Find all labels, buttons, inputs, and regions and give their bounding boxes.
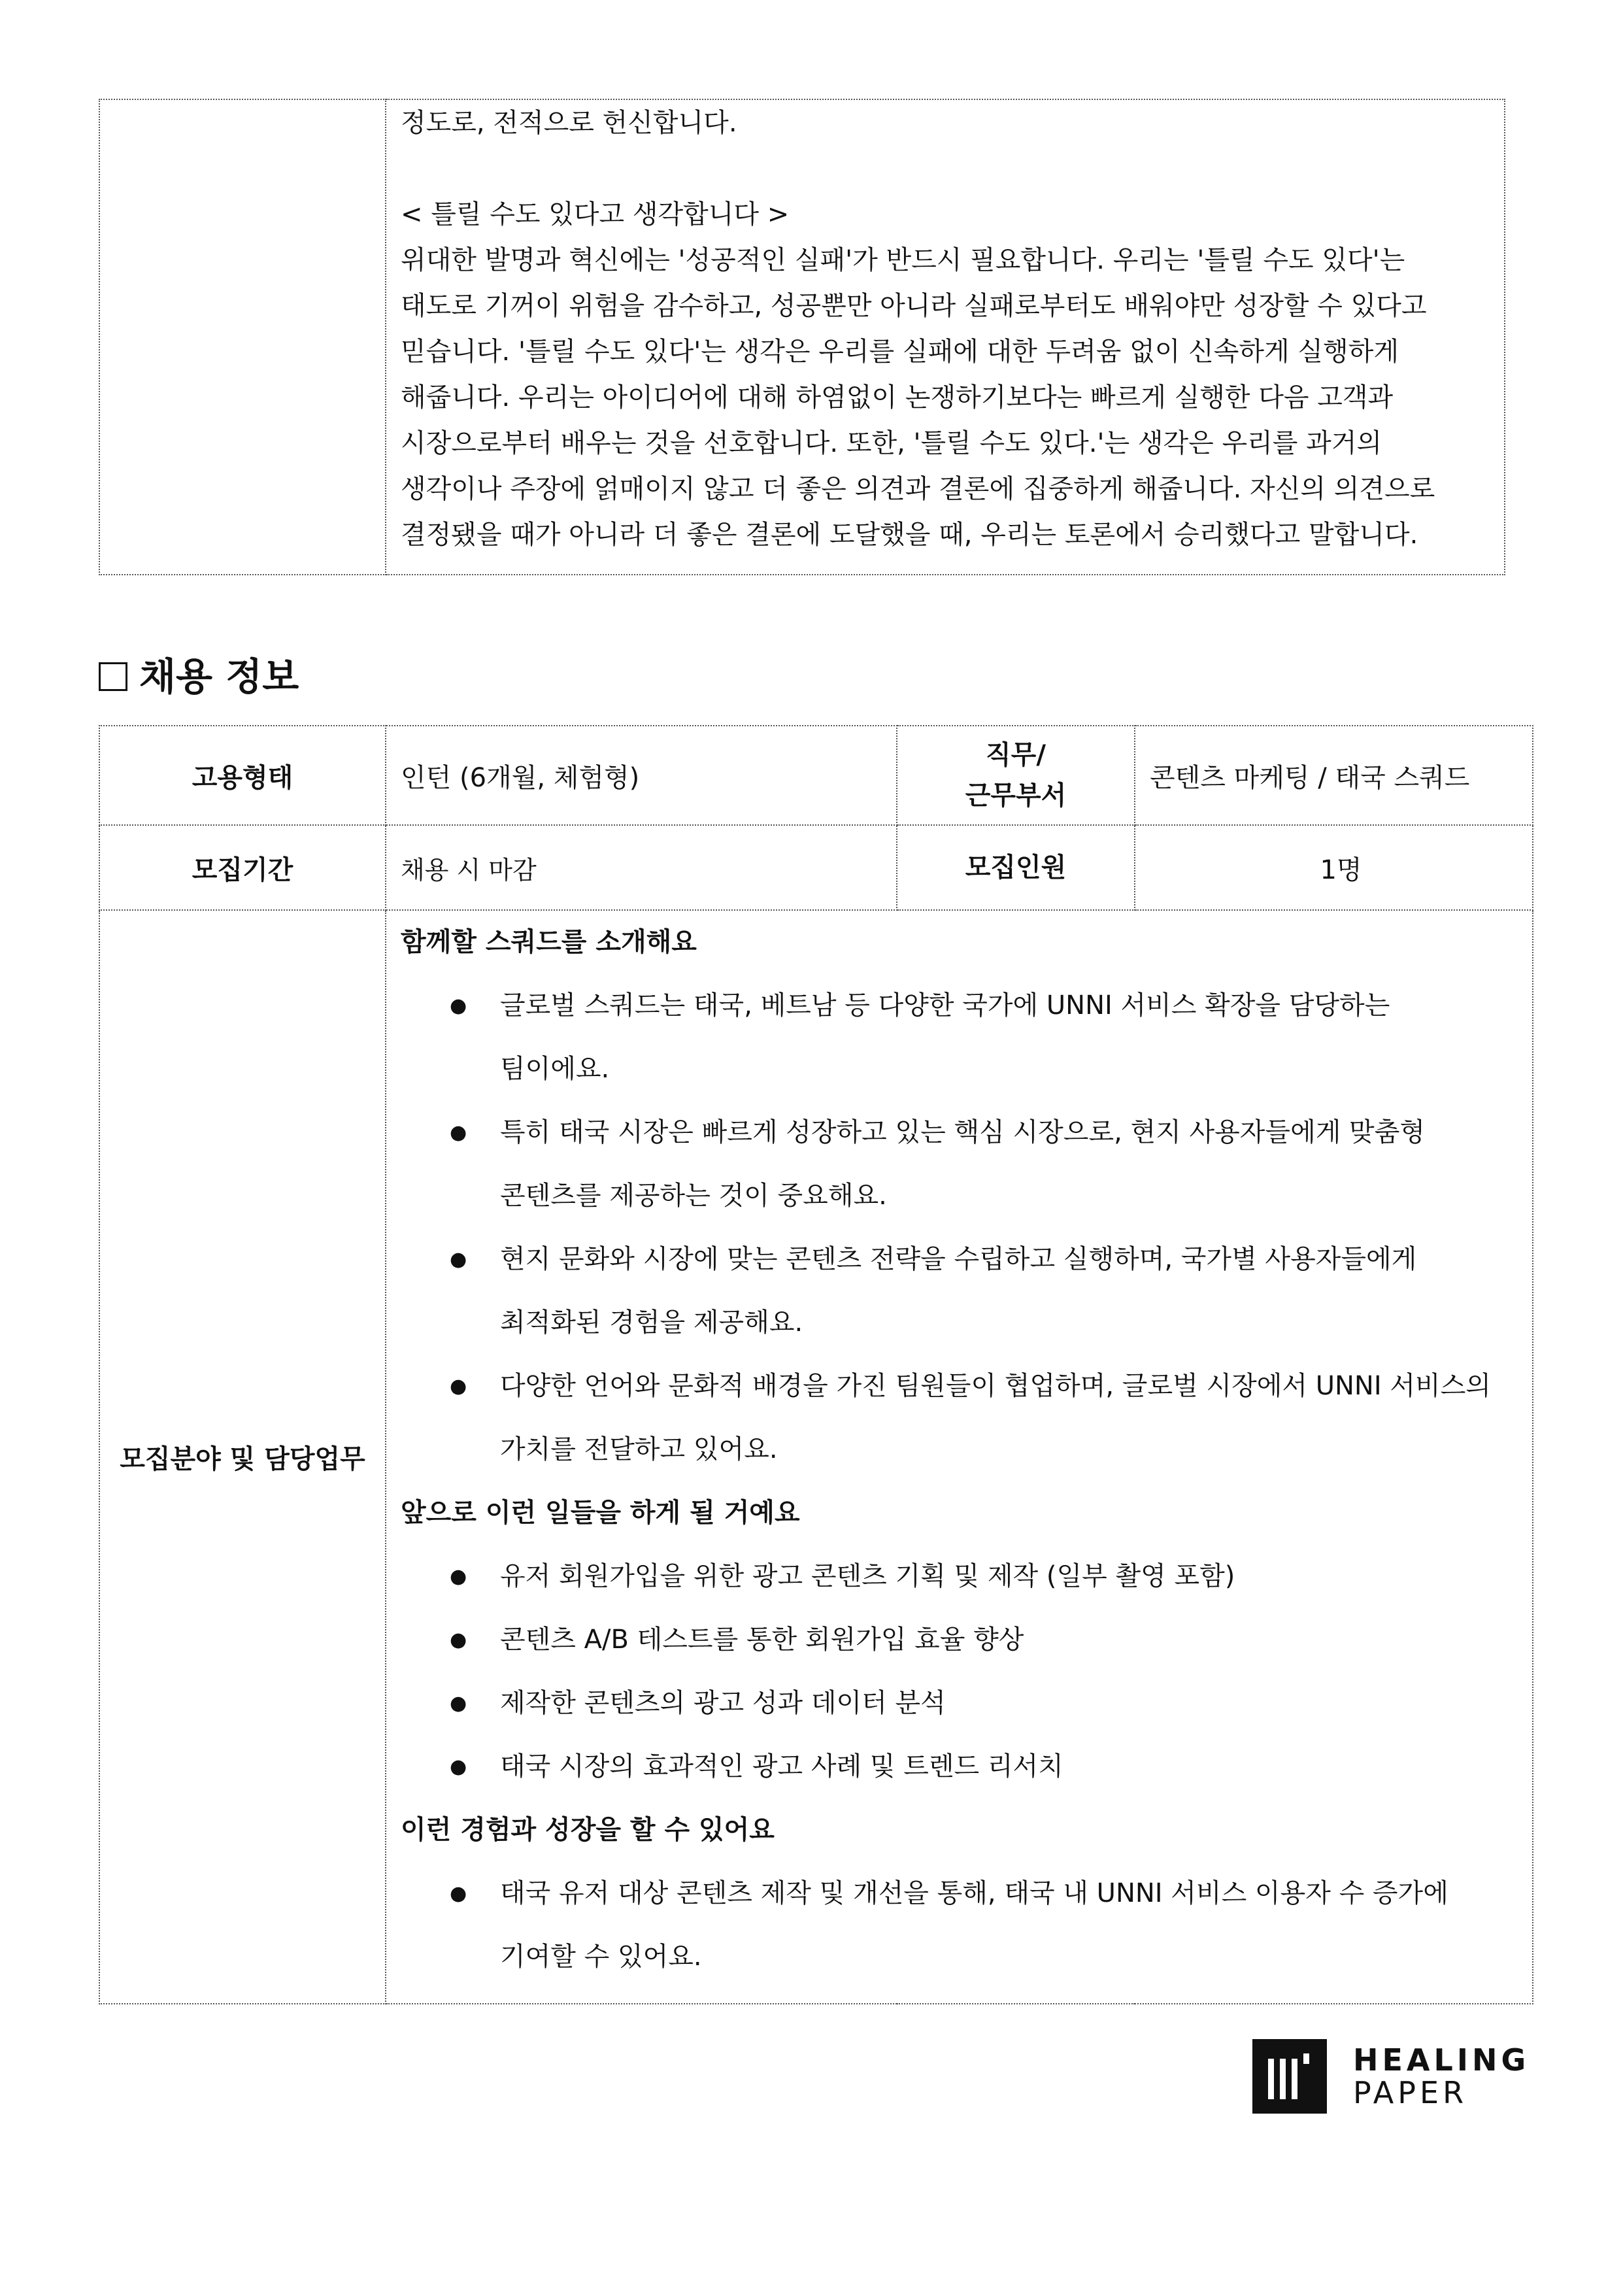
list-item: ● 제작한 콘텐츠의 광고 성과 데이터 분석 <box>401 1672 1519 1735</box>
table-row <box>99 910 1533 2004</box>
logo-mark-icon <box>1252 2039 1327 2114</box>
values-paragraph <box>401 237 1491 558</box>
values-content-cell <box>386 99 1505 575</box>
list-item: ● 특히 태국 시장은 빠르게 성장하고 있는 핵심 시장으로, 현지 사용자들에게 맞춤형 콘텐츠를 제공하는 것이 중요해요. <box>401 1101 1519 1228</box>
paragraph-line: 생각이나 주장에 얽매이지 않고 더 좋은 의견과 결론에 집중하게 해줍니다. 자신의 의견으로 <box>401 474 1435 504</box>
table-row <box>99 726 1533 825</box>
period-label: 모집기간 <box>99 825 386 910</box>
job-label <box>897 726 1135 825</box>
paragraph-line: 위대한 발명과 혁신에는 '성공적인 실패'가 반드시 필요합니다. 우리는 '틀릴 수도 있다'는 <box>401 245 1405 275</box>
employment-type-value: 인턴 (6개월, 체험형) <box>386 726 897 825</box>
paragraph-line: 믿습니다. '틀릴 수도 있다'는 생각은 우리를 실패에 대한 두려움 없이 신속하게 실행하게 <box>401 337 1399 367</box>
squad-heading: 함께할 스쿼드를 소개해요 <box>401 927 697 957</box>
recruit-info-table <box>99 725 1533 2004</box>
healing-paper-logo <box>1252 2039 1530 2114</box>
values-heading: < 틀릴 수도 있다고 생각합니다 > <box>401 199 790 229</box>
growth-heading: 이런 경험과 성장을 할 수 있어요 <box>401 1815 775 1845</box>
list-item: ● 태국 시장의 효과적인 광고 사례 및 트렌드 리서치 <box>401 1735 1519 1798</box>
field-label: 모집분야 및 담당업무 <box>99 910 386 2004</box>
paragraph-line: 해줍니다. 우리는 아이디어에 대해 하염없이 논쟁하기보다는 빠르게 실행한 다음 고객과 <box>401 382 1394 413</box>
paragraph-line: 태도로 기꺼이 위험을 감수하고, 성공뿐만 아니라 실패로부터도 배워야만 성장할 수 있다고 <box>401 291 1427 321</box>
tasks-list <box>401 1545 1519 1798</box>
period-value: 채용 시 마감 <box>386 825 897 910</box>
values-first-line: 정도로, 전적으로 헌신합니다. <box>401 108 737 138</box>
values-table <box>99 99 1505 575</box>
paragraph-line: 결정됐을 때가 아니라 더 좋은 결론에 도달했을 때, 우리는 토론에서 승리했다고 말합니다. <box>401 520 1418 550</box>
section-title-text: 채용 정보 <box>139 654 299 699</box>
headcount-value: 1명 <box>1135 825 1533 910</box>
job-label-line1: 직무/ <box>986 740 1046 770</box>
job-value: 콘텐츠 마케팅 / 태국 스쿼드 <box>1135 726 1533 825</box>
employment-type-label: 고용형태 <box>99 726 386 825</box>
paragraph-line: 시장으로부터 배우는 것을 선호합니다. 또한, '틀릴 수도 있다.'는 생각은 우리를 과거의 <box>401 428 1382 458</box>
table-row <box>99 825 1533 910</box>
list-item: ● 태국 유저 대상 콘텐츠 제작 및 개선을 통해, 태국 내 UNNI 서비스 이용자 수 증가에 기여할 수 있어요. <box>401 1862 1519 1989</box>
job-label-line2: 근무부서 <box>965 781 1067 811</box>
list-item: ● 콘텐츠 A/B 테스트를 통한 회원가입 효율 향상 <box>401 1608 1519 1672</box>
growth-list <box>401 1862 1519 1989</box>
values-label-cell <box>99 99 386 575</box>
section-title <box>99 650 299 703</box>
field-detail <box>386 910 1533 2004</box>
headcount-label: 모집인원 <box>897 825 1135 910</box>
list-item: ● 현지 문화와 시장에 맞는 콘텐츠 전략을 수립하고 실행하며, 국가별 사용자들에게 최적화된 경험을 제공해요. <box>401 1228 1519 1355</box>
logo-text-line1: HEALING <box>1353 2042 1530 2078</box>
list-item: ● 유저 회원가입을 위한 광고 콘텐츠 기획 및 제작 (일부 촬영 포함) <box>401 1545 1519 1608</box>
list-item: ● 글로벌 스쿼드는 태국, 베트남 등 다양한 국가에 UNNI 서비스 확장을 담당하는 팀이에요. <box>401 974 1519 1101</box>
squad-list <box>401 974 1519 1481</box>
logo-text-line2: PAPER <box>1353 2075 1468 2110</box>
list-item: ● 다양한 언어와 문화적 배경을 가진 팀원들이 협업하며, 글로벌 시장에서 UNNI 서비스의 가치를 전달하고 있어요. <box>401 1355 1519 1481</box>
tasks-heading: 앞으로 이런 일들을 하게 될 거예요 <box>401 1498 800 1528</box>
checkbox-icon <box>99 662 127 691</box>
